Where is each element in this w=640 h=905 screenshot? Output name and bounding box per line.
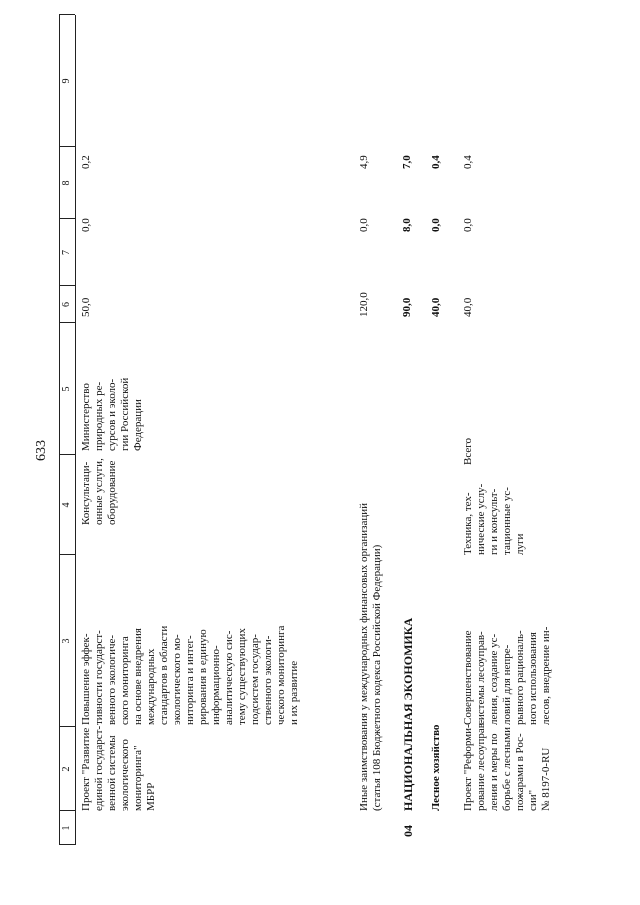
row5-col8: 0,4 bbox=[462, 155, 474, 169]
row4-col7: 0,0 bbox=[430, 218, 442, 232]
row2-col7: 0,0 bbox=[358, 218, 370, 232]
row4-label: Лесное хозяйство bbox=[430, 724, 442, 811]
row1-col8: 0,2 bbox=[80, 155, 92, 169]
row5-col7: 0,0 bbox=[462, 218, 474, 232]
row1-col3: Повышение эффек- тивности государст- венного экологиче- ского мониторинга на основе внедрения международных стандартов в области экологического мо- ниторинга и интег- рирования в единую информационно- аналитическую сис- тему существующих подсистем государ- ственного экологи- ческого мониторинга и их развитие bbox=[80, 625, 300, 725]
row4-col6: 40,0 bbox=[430, 297, 442, 317]
row1-col5: Министерство природных ре- сурсов и эколо- гии Российской Федерации bbox=[80, 377, 144, 451]
row5-col5: Всего bbox=[462, 438, 474, 465]
row5-col6: 40,0 bbox=[462, 297, 474, 317]
row5-col2: Проект "Реформи- рование лесоуправ- ления и меры по борьбе с лесными пожарами в Рос- сии" № 8197-0-RU bbox=[462, 719, 552, 811]
page-number: 633 bbox=[34, 440, 49, 461]
column-header: 6 bbox=[61, 302, 72, 307]
column-header: 5 bbox=[61, 386, 72, 392]
column-header: 4 bbox=[61, 502, 72, 508]
row2-col6: 120,0 bbox=[358, 292, 370, 317]
row3-col8: 7,0 bbox=[401, 155, 413, 169]
column-header: 1 bbox=[61, 825, 72, 831]
row1-col4: Консультаци- онные услуги, оборудование bbox=[80, 458, 118, 525]
row2-label: Иные заимствования у международных финансовых организаций (статья 108 Бюджетного кодекса Российской Федерации) bbox=[358, 502, 383, 811]
column-header: 3 bbox=[61, 638, 72, 644]
row3-label: НАЦИОНАЛЬНАЯ ЭКОНОМИКА bbox=[401, 617, 415, 811]
header-bottom-line bbox=[75, 15, 76, 845]
row1-col6: 50,0 bbox=[80, 297, 92, 317]
column-header: 7 bbox=[61, 250, 72, 255]
column-header: 8 bbox=[61, 180, 72, 186]
row3-col7: 8,0 bbox=[401, 218, 413, 232]
row3-code: 04 bbox=[401, 825, 415, 837]
row1-col7: 0,0 bbox=[80, 218, 92, 232]
column-header: 2 bbox=[61, 766, 72, 772]
row4-col8: 0,4 bbox=[430, 155, 442, 169]
column-header: 9 bbox=[61, 78, 72, 84]
row3-col6: 90,0 bbox=[401, 297, 413, 317]
row1-col2: Проект "Развитие единой государст- венной системы экологического мониторинга" МБРР bbox=[80, 725, 157, 811]
row5-col3: Совершенствование системы лесоуправ- ления, создание ус- ловий для непре- рывного рациональ- ного использования лесов, внедрение ин- bbox=[462, 626, 552, 725]
row2-col8: 4,9 bbox=[358, 155, 370, 169]
header-top-line bbox=[59, 15, 60, 845]
row5-col4: Техника, тех- нические услу- ги и консульт- тационные ус- луги bbox=[462, 483, 526, 555]
